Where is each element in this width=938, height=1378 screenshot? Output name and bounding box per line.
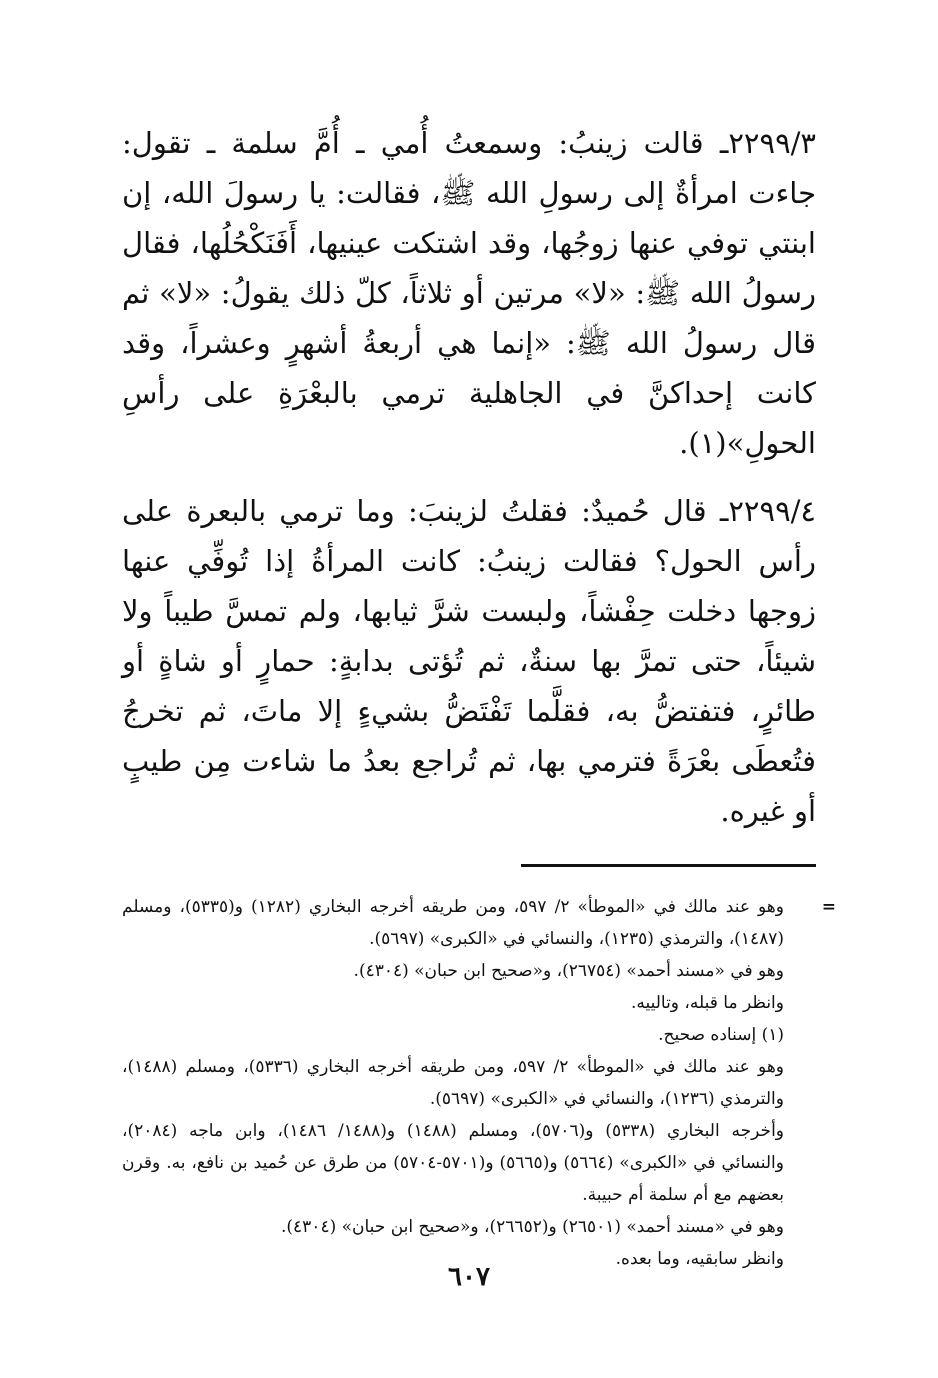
page-number: ٦٠٧ xyxy=(448,1262,490,1292)
footnotes xyxy=(122,891,836,1275)
continuation-mark: = xyxy=(821,897,836,917)
footnote-line: وانظر ما قبله، وتالييه. xyxy=(630,993,784,1013)
page-content xyxy=(122,118,836,1275)
footnote-separator xyxy=(521,864,816,867)
footnote-line: وهو في «مسند أحمد» (٢٦٧٥٤)، و«صحيح ابن حبان» (٤٣٠٤). xyxy=(353,961,784,981)
footnote-line: وهو في «مسند أحمد» (٢٦٥٠١) و(٢٦٦٥٢)، و«صحيح ابن حبان» (٤٣٠٤). xyxy=(281,1217,784,1237)
footnote-line: (١) إسناده صحيح. xyxy=(658,1025,784,1045)
footnote-text: وهو عند مالك في «الموطأ» ٢/ ٥٩٧، ومن طريقه أخرجه البخاري (١٢٨٢) و(٥٣٣٥)، ومسلم (١٤٨٧)، والترمذي (١٢٣٥)، والنسائي في «الكبرى» (٥٦٩٧). xyxy=(122,897,784,949)
footnote-line: وهو عند مالك في «الموطأ» ٢/ ٥٩٧، ومن طريقه أخرجه البخاري (٥٣٣٦)، ومسلم (١٤٨٨)، والترمذي (١٢٣٦)، والنسائي في «الكبرى» (٥٦٩٧). xyxy=(122,1057,784,1109)
hadith-paragraph-3: ٢٢٩٩/٣ـ قالت زينبُ: وسمعتُ أُمي ـ أُمَّ سلمة ـ تقول: جاءت امرأةٌ إلى رسولِ الله ﷺ، فقالت: يا رسولَ الله، إن ابنتي توفي عنها زوجُها، وقد اشتكت عينيها، أَفَنَكْحُلُها، فقال رسولُ الله ﷺ: «لا» مرتين أو ثلاثاً، كلّ ذلك يقولُ: «لا» ثم قال رسولُ الله ﷺ: «إنما هي أربعةُ أشهرٍ وعشراً، وقد كانت إحداكنَّ في الجاهلية ترمي بالبعْرَةِ على رأسِ الحولِ»(١). xyxy=(122,126,816,460)
footnote-line xyxy=(122,891,836,955)
hadith-paragraph-4: ٢٢٩٩/٤ـ قال حُميدٌ: فقلتُ لزينبَ: وما ترمي بالبعرة على رأس الحول؟ فقالت زينبُ: كانت المرأةُ إذا تُوفِّي عنها زوجها دخلت حِفْشاً، ولبست شرَّ ثيابها، ولم تمسَّ طيباً ولا شيئاً، حتى تمرَّ بها سنةٌ، ثم تُؤتى بدابةٍ: حمارٍ أو شاةٍ أو طائرٍ، فتفتضُّ به، فقلَّما تَفْتَضُّ بشيءٍ إلا ماتَ، ثم تخرجُ فتُعطَى بعْرَةً فترمي بها، ثم تُراجع بعدُ ما شاءت مِن طيبٍ أو غيره. xyxy=(122,494,816,828)
main-text xyxy=(122,118,816,836)
footnote-line: وانظر سابقيه، وما بعده. xyxy=(615,1249,784,1269)
footnote-line: وأخرجه البخاري (٥٣٣٨) و(٥٧٠٦)، ومسلم (١٤٨٨) و(١٤٨٨/ ١٤٨٦)، وابن ماجه (٢٠٨٤)، والنسائي في «الكبرى» (٥٦٦٤) و(٥٦٦٥) و(٥٧٠١-٥٧٠٤) من طرق عن حُميد بن نافع، به. وقرن بعضهم مع أم سلمة أم حبيبة. xyxy=(122,1121,784,1205)
